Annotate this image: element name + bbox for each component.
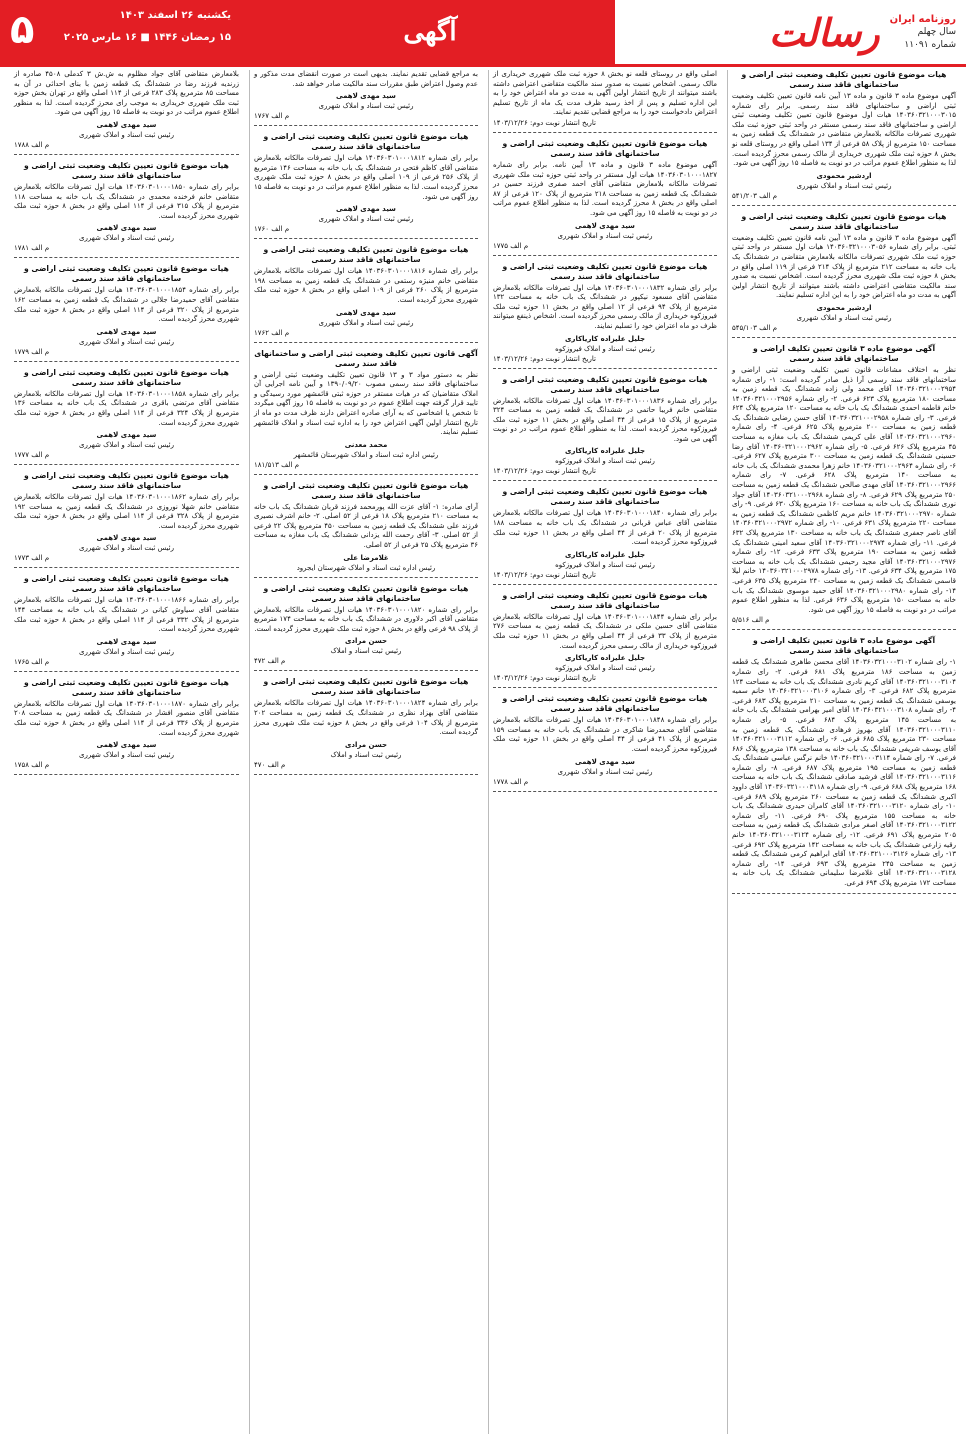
notice-reference: م الف ۱۷۸۸: [14, 140, 50, 149]
legal-notice: [14, 574, 239, 671]
notice-signatory: سید مهدی لاهمی: [336, 205, 396, 214]
notice-body: اصلی واقع در روستای قلعه نو بخش ۸ حوزه ثبت ملک شهرری خریداری از مالک رسمی. اشخاص نسبت به صدور سند مالکیت متقاضی اعتراضی داشته باشند میتوانند از تاریخ انتشار اولین آگهی به مدت دو ماه اعتراض خود را به این اداره تسلیم و پس از اخذ رسید ظرف مدت یک ماه از تاریخ تسلیم اعتراض دادخواست خود را به مراجع قضایی تقدیم نمایند.: [493, 70, 717, 117]
notice-reference: م الف ۱۷۶۰: [254, 225, 290, 234]
notice-body: برابر رای شماره ۱۴۰۳۶۰۳۰۱۰۰۰۱۸۵۴ هیات اول تصرفات مالکانه بلامعارض متقاضی آقای حمیدرضا جلالی در ششدانگ یک قطعه زمین به مساحت ۱۶۲ مترمربع از پلاک ۳۲۰ فرعی از ۱۱۴ اصلی واقع در بخش ۸ حوزه ثبت ملک شهرری محرز گردیده است.: [14, 286, 240, 324]
notice-reference: م الف ۴۷۲: [254, 657, 286, 666]
notice-signatory: جلیل علیزاده کاریاکاری: [565, 334, 645, 343]
legal-notice: [14, 678, 239, 775]
notice-reference: م الف ۱۷۶۲: [254, 328, 290, 337]
notice-signatory: اردشیر محمودی: [816, 303, 872, 312]
notice-reference: تاریخ انتشار نوبت دوم: ۱۴۰۳/۱۲/۲۶: [493, 354, 596, 363]
legal-notice: [493, 70, 717, 133]
notice-signatory: سید مهدی لاهمی: [96, 534, 157, 543]
notice-title: هیات موضوع قانون تعیین تکلیف وضعیت ثبتی اراضی و ساختمانهای فاقد سند رسمی: [502, 590, 708, 610]
notice-body: بلامعارض متقاضی آقای جواد مظلوم به ش.ش ۳ کدملی ۴۵۰۸ صادره از زرندیه فرزند رضا در ششدانگ یک قطعه زمین با بنای احداثی در آن به مساحت ۸۵ مترمربع پلاک ۲۸۳ فرعی از ۱۱۴ اصلی واقع در تهران بخش حوزه ثبت ملک شهرری خریداری به موجب رای محرز گردیده است. لذا به منظور اطلاع عموم مراتب در دو نوبت به فاصله ۱۵ روز آگهی می شود.: [14, 70, 239, 117]
notice-signatory: سید مهدی لاهمی: [336, 308, 396, 317]
legal-notice: [254, 677, 478, 774]
notice-office: رئیس ثبت اسناد و املاک فیروزکوه: [555, 664, 655, 673]
notice-signatory: حسن مرادی: [345, 637, 387, 646]
notice-signatory: جلیل علیزاده کاریاکاری: [565, 550, 645, 559]
legal-notice: [254, 70, 478, 126]
notice-office: رئیس ثبت اسناد و املاک شهرری: [796, 181, 892, 190]
notice-office: رئیس ثبت اسناد و املاک فیروزکوه: [555, 560, 655, 569]
notice-signatory: سید مهدی لاهمی: [96, 637, 157, 646]
notice-body: به مراجع قضایی تقدیم نمایند. بدیهی است در صورت انقضای مدت مذکور و عدم وصول اعتراض طبق مقررات سند مالکیت صادر خواهد شد.: [254, 70, 478, 88]
legal-notice: [732, 344, 956, 630]
column-2: [488, 70, 721, 1434]
meta-issue: شماره ۱۱۰۹۱: [904, 39, 956, 50]
masthead-date-block: [0, 0, 245, 64]
notice-signatory: حسن مرادی: [345, 740, 387, 749]
legal-notice: [493, 694, 717, 791]
legal-notice: [14, 264, 239, 361]
notice-reference: تاریخ انتشار نوبت دوم: ۱۴۰۳/۱۲/۲۶: [493, 674, 596, 683]
notice-office: رئیس ثبت اسناد و املاک شهرری: [79, 130, 174, 139]
ads-columns: [6, 70, 960, 1434]
legal-notice: [732, 212, 956, 338]
legal-notice: [493, 487, 717, 584]
legal-notice: [493, 139, 717, 256]
column-1: [727, 70, 960, 1434]
notice-signatory: سید مهدی لاهمی: [575, 757, 635, 766]
notice-title: هیات موضوع قانون تعیین تکلیف وضعیت ثبتی اراضی و ساختمانهای فاقد سند رسمی: [741, 211, 947, 231]
notice-title: هیات موضوع قانون تعیین تکلیف وضعیت ثبتی اراضی و ساختمانهای فاقد سند رسمی: [502, 261, 708, 281]
section-banner: [245, 0, 615, 64]
notice-reference: م الف ۱۷۷۹: [14, 347, 50, 356]
notice-title: هیات موضوع قانون تعیین تکلیف وضعیت ثبتی اراضی و ساختمانهای فاقد سند رسمی: [24, 160, 229, 180]
masthead-brand: [615, 0, 966, 64]
notice-reference: تاریخ انتشار نوبت دوم: ۱۴۰۳/۱۲/۲۶: [493, 570, 596, 579]
notice-signatory: جلیل علیزاده کاریاکاری: [565, 447, 645, 456]
notice-office: رئیس ثبت اسناد و املاک فیروزکوه: [555, 457, 655, 466]
notice-title: هیات موضوع قانون تعیین تکلیف وضعیت ثبتی اراضی و ساختمانهای فاقد سند رسمی: [741, 70, 947, 89]
masthead: [0, 0, 966, 64]
notice-office: رئیس ثبت اسناد و املاک: [330, 647, 402, 656]
notice-body: برابر رای شماره ۱۴۰۳۶۰۳۰۱۰۰۰۱۸۷۰ هیات اول تصرفات مالکانه بلامعارض متقاضی آقای منصور افشار در ششدانگ یک قطعه زمین به مساحت ۲۰۸ مترمربع از پلاک ۳۳۶ فرعی از ۱۱۴ اصلی واقع در بخش ۸ حوزه ثبت ملک شهرری محرز گردیده است.: [14, 699, 240, 737]
notice-signatory: جلیل علیزاده کاریاکاری: [565, 654, 645, 663]
notice-title: هیات موضوع قانون تعیین تکلیف وضعیت ثبتی اراضی و ساختمانهای فاقد سند رسمی: [263, 583, 469, 603]
notice-title: هیات موضوع قانون تعیین تکلیف وضعیت ثبتی اراضی و ساختمانهای فاقد سند رسمی: [502, 374, 708, 394]
notice-office: رئیس اداره ثبت اسناد و املاک شهرستان قائمشهر: [293, 450, 439, 459]
notice-body: برابر رای شماره ۱۴۰۳۶۰۳۰۱۰۰۰۱۸۱۲ هیات اول تصرفات مالکانه بلامعارض متقاضی آقای کاظم فتحی در ششدانگ یک باب خانه به مساحت ۱۴۶ مترمربع از پلاک ۲۵۶ فرعی از ۱۰۹ اصلی واقع در بخش ۸ حوزه ثبت ملک شهرری محرز گردیده است. لذا به منظور اطلاع عموم مراتب در دو نوبت به فاصله ۱۵ روز آگهی می شود.: [254, 154, 478, 201]
column-3: [249, 70, 482, 1434]
legal-notice: [254, 584, 478, 672]
legal-notice: [14, 70, 239, 155]
notice-title: هیات موضوع قانون تعیین تکلیف وضعیت ثبتی اراضی و ساختمانهای فاقد سند رسمی: [502, 694, 708, 714]
notice-reference: م الف ۱۷۵۸: [14, 761, 50, 770]
legal-notice: [254, 349, 478, 475]
notice-office: رئیس اداره ثبت اسناد و املاک شهرستان ایجرود: [296, 563, 436, 572]
legal-notice: [493, 591, 717, 688]
page-number: ۵: [10, 7, 35, 53]
notice-signatory: غلامرضا علی: [343, 553, 389, 562]
notice-signatory: سید مهدی لاهمی: [96, 120, 157, 129]
legal-notice: [732, 636, 956, 893]
notice-signatory: سید مهدی لاهمی: [336, 92, 396, 101]
notice-body: آگهی موضوع ماده ۳ قانون و ماده ۱۳ آیین نامه قانون تعیین تکلیف وضعیت ثبتی اراضی و ساختمانهای فاقد سند رسمی. برابر رای شماره ۱۴۰۳۶۰۳۲۱۰۰۰۳۰۱۵ هیات اول موضوع قانون تعیین تکلیف وضعیت ثبتی اراضی و ساختمانهای فاقد سند رسمی مستقر در واحد ثبتی حوزه ثبت ملک شهرری تصرفات مالکانه بلامعارض متقاضی در ششدانگ یک قطعه زمین به مساحت ۱۵۰ مترمربع از پلاک ۵۸ فرعی از ۱۳۴ اصلی واقع در روستای قلعه نو بخش ۸ حوزه ثبت ملک شهرری خریداری از مالک رسمی محرز گردیده است. لذا به منظور اطلاع عموم مراتب در دو نوبت به فاصله ۱۵ روز آگهی می شود.: [732, 92, 956, 168]
notice-signatory: اردشیر محمودی: [816, 171, 872, 180]
notice-title: هیات موضوع قانون تعیین تکلیف وضعیت ثبتی اراضی و ساختمانهای فاقد سند رسمی: [24, 574, 229, 594]
legal-notice: [14, 161, 239, 258]
notice-office: رئیس ثبت اسناد و املاک: [330, 750, 402, 759]
date-lunar-gregorian: ۱۵ رمضان ۱۴۴۶ ■ ۱۶ مارس ۲۰۲۵: [63, 32, 231, 43]
notice-reference: م الف ۵۴۵/۱۰۳: [732, 323, 778, 332]
notice-signatory: سید مهدی لاهمی: [96, 224, 157, 233]
notice-signatory: سید مهدی لاهمی: [96, 431, 157, 440]
notice-reference: م الف ۱۷۷۵: [493, 241, 529, 250]
notice-body: برابر رای شماره ۱۴۰۳۶۰۳۰۱۰۰۰۱۸۶۲ هیات اول تصرفات مالکانه بلامعارض متقاضی خانم شهلا نوروزی در ششدانگ یک قطعه زمین به مساحت ۱۹۲ مترمربع از پلاک ۳۲۸ فرعی از ۱۱۴ اصلی واقع در بخش ۸ حوزه ثبت ملک شهرری محرز گردیده است.: [14, 493, 240, 530]
date-persian: یکشنبه ۲۶ اسفند ۱۴۰۳: [119, 10, 231, 21]
notice-reference: م الف ۴۷۰: [254, 760, 286, 769]
notice-title: آگهی موضوع ماده ۳ قانون تعیین تکلیف اراضی و ساختمانهای فاقد سند رسمی: [752, 343, 936, 363]
notice-title: هیات موضوع قانون تعیین تکلیف وضعیت ثبتی اراضی و ساختمانهای فاقد سند رسمی: [24, 367, 229, 387]
meta-year: سال چهلم: [917, 26, 956, 37]
notice-office: رئیس ثبت اسناد و املاک شهرری: [79, 544, 174, 553]
notice-title: آگهی موضوع ماده ۳ قانون تعیین تکلیف اراضی و ساختمانهای فاقد سند رسمی: [752, 636, 936, 656]
notice-office: رئیس ثبت اسناد و املاک شهرری: [318, 215, 414, 224]
notice-body: برابر رای شماره ۱۴۰۳۶۰۳۰۱۰۰۰۱۸۴۴ هیات اول تصرفات مالکانه بلامعارض متقاضی آقای حسین ملکی در ششدانگ یک قطعه زمین به مساحت ۲۷۶ مترمربع از پلاک ۳۳ فرعی از ۴۴ اصلی واقع در بخش ۱۱ حوزه ثبت ملک فیروزکوه خریداری از مالک رسمی محرز گردیده است.: [493, 612, 717, 650]
notice-body: برابر رای شماره ۱۴۰۳۶۰۳۰۱۰۰۰۱۸۵۰ هیات اول تصرفات مالکانه بلامعارض متقاضی خانم فرخنده محمدی در ششدانگ یک باب خانه به مساحت ۱۱۸ مترمربع از پلاک ۳۱۵ فرعی از ۱۱۴ اصلی واقع در بخش ۸ حوزه ثبت ملک شهرری محرز گردیده است.: [14, 182, 240, 220]
notice-body: آگهی موضوع ماده ۳ قانون و ماده ۱۳ آیین نامه قانون تعیین تکلیف وضعیت ثبتی. برابر رای شماره ۱۴۰۳۶۰۳۲۱۰۰۰۳۰۵۶ هیات اول مستقر در واحد ثبتی حوزه ثبت ملک شهرری تصرفات مالکانه بلامعارض متقاضی در ششدانگ یک باب خانه به مساحت ۲۱۲ مترمربع از پلاک ۲۱۴ فرعی از ۱۱۹ اصلی واقع در بخش ۸ حوزه ثبت ملک شهرری محرز گردیده است. اشخاص نسبت به صدور سند مالکیت متقاضی اعتراضی داشته باشند میتوانند از تاریخ انتشار اولین آگهی به مدت دو ماه اعتراض خود را به این اداره تسلیم نمایند.: [732, 233, 956, 300]
notice-reference: م الف ۱۷۷۳: [14, 554, 50, 563]
notice-reference: م الف ۵۴۱/۲۰۳: [732, 191, 778, 200]
notice-reference: م الف ۱۷۸۱: [14, 244, 50, 253]
notice-office: رئیس ثبت اسناد و املاک شهرری: [557, 231, 653, 240]
notice-title: هیات موضوع قانون تعیین تکلیف وضعیت ثبتی اراضی و ساختمانهای فاقد سند رسمی: [24, 677, 229, 697]
notice-reference: تاریخ انتشار نوبت دوم: ۱۴۰۳/۱۲/۲۶: [493, 467, 596, 476]
legal-notice: [493, 262, 717, 369]
newspaper-logo: رسالت: [768, 9, 880, 55]
notice-title: هیات موضوع قانون تعیین تکلیف وضعیت ثبتی اراضی و ساختمانهای فاقد سند رسمی: [263, 677, 469, 697]
notice-office: رئیس ثبت اسناد و املاک شهرری: [79, 234, 174, 243]
notice-title: هیات موضوع قانون تعیین تکلیف وضعیت ثبتی اراضی و ساختمانهای فاقد سند رسمی: [24, 264, 229, 284]
notice-reference: م الف ۱۷۷۸: [493, 777, 529, 786]
notice-reference: م الف ۱۷۶۷: [254, 112, 290, 121]
notice-office: رئیس ثبت اسناد و املاک شهرری: [79, 441, 174, 450]
notice-body: برابر رای شماره ۱۴۰۳۶۰۳۰۱۰۰۰۱۸۶۶ هیات اول تصرفات مالکانه بلامعارض متقاضی آقای سیاوش کیانی در ششدانگ یک باب خانه به مساحت ۱۴۴ مترمربع از پلاک ۳۳۲ فرعی از ۱۱۴ اصلی واقع در بخش ۸ حوزه ثبت ملک شهرری محرز گردیده است.: [14, 596, 240, 634]
notice-body: برابر رای شماره ۱۴۰۳۶۰۳۰۱۰۰۰۱۸۳۲ هیات اول تصرفات مالکانه بلامعارض متقاضی آقای مسعود نیکپور در ششدانگ یک باب خانه به مساحت ۱۳۲ مترمربع از پلاک ۹۴ فرعی از ۱۲ اصلی واقع در بخش ۱۱ حوزه ثبت ملک فیروزکوه خریداری از مالک رسمی محرز گردیده است. اشخاص ذینفع میتوانند ظرف دو ماه اعتراض خود را تسلیم نمایند.: [493, 283, 717, 330]
notice-reference: تاریخ انتشار نوبت دوم: ۱۴۰۳/۱۲/۲۶: [493, 118, 596, 127]
notice-body: ۱- رای شماره ۱۴۰۳۶۰۳۲۱۰۰۰۳۱۰۲ آقای محسن طاهری ششدانگ یک قطعه زمین به مساحت ۱۸۶ مترمربع پلاک ۶۸۱ فرعی. ۲- رای شماره ۱۴۰۳۶۰۳۲۱۰۰۰۳۱۰۴ آقای کریم نادری ششدانگ یک باب خانه به مساحت ۱۲۴ مترمربع پلاک ۶۸۲ فرعی. ۳- رای شماره ۱۴۰۳۶۰۳۲۱۰۰۰۳۱۰۶ خانم سمیه یوسفی ششدانگ یک قطعه زمین به مساحت ۲۱۰ مترمربع پلاک ۶۸۳ فرعی. ۴- رای شماره ۱۴۰۳۶۰۳۲۱۰۰۰۳۱۰۸ آقای امیر بهرامی ششدانگ یک باب خانه به مساحت ۱۴۵ مترمربع پلاک ۶۸۴ فرعی. ۵- رای شماره ۱۴۰۳۶۰۳۲۱۰۰۰۳۱۱۰ آقای بهروز فرهادی ششدانگ یک قطعه زمین به مساحت ۲۳۰ مترمربع پلاک ۶۸۵ فرعی. ۶- رای شماره ۱۴۰۳۶۰۳۲۱۰۰۰۳۱۱۲ آقای یوسف شریفی ششدانگ یک باب خانه به مساحت ۱۳۸ مترمربع پلاک ۶۸۶ فرعی. ۷- رای شماره ۱۴۰۳۶۰۳۲۱۰۰۰۳۱۱۴ خانم نرگس عباسی ششدانگ یک قطعه زمین به مساحت ۱۹۵ مترمربع پلاک ۶۸۷ فرعی. ۸- رای شماره ۱۴۰۳۶۰۳۲۱۰۰۰۳۱۱۶ آقای فرشید صادقی ششدانگ یک باب خانه به مساحت ۱۶۸ مترمربع پلاک ۶۸۸ فرعی. ۹- رای شماره ۱۴۰۳۶۰۳۲۱۰۰۰۳۱۱۸ آقای داوود اکبری ششدانگ یک قطعه زمین به مساحت ۲۶۰ مترمربع پلاک ۶۸۹ فرعی. ۱۰- رای شماره ۱۴۰۳۶۰۳۲۱۰۰۰۳۱۲۰ آقای کامران حیدری ششدانگ یک باب خانه به مساحت ۱۵۵ مترمربع پلاک ۶۹۰ فرعی. ۱۱- رای شماره ۱۴۰۳۶۰۳۲۱۰۰۰۳۱۲۲ آقای اصغر مرادی ششدانگ یک قطعه زمین به مساحت ۲۰۵ مترمربع پلاک ۶۹۱ فرعی. ۱۲- رای شماره ۱۴۰۳۶۰۳۲۱۰۰۰۳۱۲۴ خانم رقیه زارعی ششدانگ یک باب خانه به مساحت ۱۴۲ مترمربع پلاک ۶۹۲ فرعی. ۱۳- رای شماره ۱۴۰۳۶۰۳۲۱۰۰۰۳۱۲۶ آقای ابراهیم کرمی ششدانگ یک قطعه زمین به مساحت ۲۴۵ مترمربع پلاک ۶۹۳ فرعی. ۱۴- رای شماره ۱۴۰۳۶۰۳۲۱۰۰۰۳۱۲۸ آقای غلامرضا سلیمانی ششدانگ یک باب خانه به مساحت ۱۷۲ مترمربع پلاک ۶۹۴ فرعی.: [732, 658, 957, 887]
notice-signatory: سید مهدی لاهمی: [575, 221, 635, 230]
notice-body: برابر رای شماره ۱۴۰۳۶۰۳۰۱۰۰۰۱۸۱۶ هیات اول تصرفات مالکانه بلامعارض متقاضی خانم منیژه رستمی در ششدانگ یک قطعه زمین به مساحت ۱۹۸ مترمربع از پلاک ۲۶۰ فرعی از ۱۰۹ اصلی واقع در بخش ۸ حوزه ثبت ملک شهرری محرز گردیده است.: [254, 267, 478, 304]
legal-notice: [254, 481, 478, 578]
issue-meta: [890, 13, 956, 52]
notice-office: رئیس ثبت اسناد و املاک شهرری: [796, 313, 892, 322]
notice-office: رئیس ثبت اسناد و املاک شهرری: [79, 337, 174, 346]
masthead-rule: [0, 64, 966, 67]
column-4: [10, 70, 243, 1434]
section-title: آگهی: [403, 17, 457, 47]
notice-title: هیات موضوع قانون تعیین تکلیف وضعیت ثبتی اراضی و ساختمانهای فاقد سند رسمی: [263, 132, 469, 152]
notice-body: آرای صادره: ۱- آقای عزت الله پورمحمد فرزند قربان ششدانگ یک باب خانه به مساحت ۲۱۰ مترمربع پلاک ۱۸ فرعی از ۵۲ اصلی. ۲- خانم اشرف نصیری فرزند علی ششدانگ یک قطعه زمین به مساحت ۴۵۰ مترمربع پلاک ۲۲ فرعی از ۵۲ اصلی. ۳- آقای رحمت الله یزدانی ششدانگ یک باب مغازه به مساحت ۳۶ مترمربع پلاک ۲۵ فرعی از ۵۲ اصلی.: [254, 502, 479, 550]
notice-office: رئیس ثبت اسناد و املاک شهرری: [318, 102, 414, 111]
notice-signatory: محمد معدنی: [344, 440, 388, 449]
notice-body: برابر رای شماره ۱۴۰۳۶۰۳۰۱۰۰۰۱۸۳۶ هیات اول تصرفات مالکانه بلامعارض متقاضی خانم فریبا حاتمی در ششدانگ یک قطعه زمین به مساحت ۳۲۴ مترمربع از پلاک ۱۵ فرعی از ۴۴ اصلی واقع در بخش ۱۱ حوزه ثبت ملک فیروزکوه محرز گردیده است. لذا به منظور اطلاع عموم مراتب در دو نوبت آگهی می شود.: [493, 396, 717, 443]
notice-reference: م الف ۱۷۷۷: [14, 451, 50, 460]
notice-body: برابر رای شماره ۱۴۰۳۶۰۳۰۱۰۰۰۱۸۲۴ هیات اول تصرفات مالکانه بلامعارض متقاضی آقای بهزاد نظری در ششدانگ یک قطعه زمین به مساحت ۲۰۲ مترمربع از پلاک ۱۰۴ فرعی واقع در بخش ۸ حوزه ثبت ملک شهرری محرز گردیده است.: [254, 699, 478, 737]
notice-body: نظر به اختلاف مشاعات قانون تعیین تکلیف وضعیت ثبتی اراضی و ساختمانهای فاقد سند رسمی آرا ذیل صادر گردیده است: ۱- رای شماره ۱۴۰۳۶۰۳۲۱۰۰۰۲۹۵۴ آقای محمد ولی زاده ششدانگ یک قطعه زمین به مساحت ۱۸۰ مترمربع پلاک ۶۲۳ فرعی. ۲- رای شماره ۱۴۰۳۶۰۳۲۱۰۰۰۲۹۵۶ خانم فاطمه احمدی ششدانگ یک باب خانه به مساحت ۱۲۰ مترمربع پلاک ۶۲۴ فرعی. ۳- رای شماره ۱۴۰۳۶۰۳۲۱۰۰۰۲۹۵۸ آقای حسن رضایی ششدانگ یک قطعه زمین به مساحت ۲۰۰ مترمربع پلاک ۶۲۵ فرعی. ۴- رای شماره ۱۴۰۳۶۰۳۲۱۰۰۰۲۹۶۰ آقای علی کریمی ششدانگ یک باب مغازه به مساحت ۴۵ مترمربع پلاک ۶۲۶ فرعی. ۵- رای شماره ۱۴۰۳۶۰۳۲۱۰۰۰۲۹۶۲ آقای رضا حسینی ششدانگ یک قطعه زمین به مساحت ۳۰۰ مترمربع پلاک ۶۲۷ فرعی. ۶- رای شماره ۱۴۰۳۶۰۳۲۱۰۰۰۲۹۶۴ خانم زهرا محمدی ششدانگ یک باب خانه به مساحت ۱۴۰ مترمربع پلاک ۶۲۸ فرعی. ۷- رای شماره ۱۴۰۳۶۰۳۲۱۰۰۰۲۹۶۶ آقای مهدی صالحی ششدانگ یک قطعه زمین به مساحت ۲۵۰ مترمربع پلاک ۶۲۹ فرعی. ۸- رای شماره ۱۴۰۳۶۰۳۲۱۰۰۰۲۹۶۸ آقای جواد نوری ششدانگ یک باب خانه به مساحت ۱۶۰ مترمربع پلاک ۶۳۰ فرعی. ۹- رای شماره ۱۴۰۳۶۰۳۲۱۰۰۰۲۹۷۰ خانم مریم کاظمی ششدانگ یک قطعه زمین به مساحت ۲۲۰ مترمربع پلاک ۶۳۱ فرعی. ۱۰- رای شماره ۱۴۰۳۶۰۳۲۱۰۰۰۲۹۷۲ آقای ناصر جعفری ششدانگ یک باب خانه به مساحت ۱۳۰ مترمربع پلاک ۶۳۲ فرعی. ۱۱- رای شماره ۱۴۰۳۶۰۳۲۱۰۰۰۲۹۷۴ آقای سعید امینی ششدانگ یک قطعه زمین به مساحت ۱۹۰ مترمربع پلاک ۶۳۳ فرعی. ۱۲- رای شماره ۱۴۰۳۶۰۳۲۱۰۰۰۲۹۷۶ آقای مجید رحیمی ششدانگ یک باب خانه به مساحت ۱۷۵ مترمربع پلاک ۶۳۴ فرعی. ۱۳- رای شماره ۱۴۰۳۶۰۳۲۱۰۰۰۲۹۷۸ خانم لیلا قاسمی ششدانگ یک قطعه زمین به مساحت ۲۴۰ مترمربع پلاک ۶۳۵ فرعی. ۱۴- رای شماره ۱۴۰۳۶۰۳۲۱۰۰۰۲۹۸۰ آقای حمید موسوی ششدانگ یک باب خانه به مساحت ۱۵۰ مترمربع پلاک ۶۳۶ فرعی. لذا به منظور اطلاع عموم مراتب در دو نوبت به فاصله ۱۵ روز آگهی می شود.: [732, 365, 957, 614]
legal-notice: [254, 132, 478, 239]
notice-title: هیات موضوع قانون تعیین تکلیف وضعیت ثبتی اراضی و ساختمانهای فاقد سند رسمی: [502, 138, 708, 158]
notice-office: رئیس ثبت اسناد و املاک شهرری: [79, 751, 174, 760]
notice-body: نظر به دستور مواد ۳ و ۱۳ قانون تعیین تکلیف وضعیت ثبتی اراضی و ساختمانهای فاقد سند رسمی مصوب ۱۳۹۰/۰۹/۲۰ و آیین نامه اجرایی آن املاک متقاضیان که در هیات مستقر در حوزه ثبتی قائمشهر مورد رسیدگی و تایید قرار گرفته جهت اطلاع عموم در دو نوبت به فاصله ۱۵ روز آگهی میگردد تا شخص یا اشخاصی که به آرای صادره اعتراض دارند ظرف مدت دو ماه از تاریخ انتشار اولین آگهی اعتراض خود را به اداره ثبت اسناد و املاک قائمشهر تسلیم نمایند.: [254, 370, 478, 437]
notice-body: برابر رای شماره ۱۴۰۳۶۰۳۰۱۰۰۰۱۸۴۰ هیات اول تصرفات مالکانه بلامعارض متقاضی آقای عباس قربانی در ششدانگ یک باب خانه به مساحت ۱۸۸ مترمربع از پلاک ۲۰ فرعی از ۴۴ اصلی واقع در بخش ۱۱ حوزه ثبت ملک فیروزکوه محرز گردیده است.: [493, 509, 717, 547]
notice-signatory: سید مهدی لاهمی: [96, 741, 157, 750]
notice-office: رئیس ثبت اسناد و املاک شهرری: [79, 647, 174, 656]
notice-body: برابر رای شماره ۱۴۰۳۶۰۳۰۱۰۰۰۱۸۴۸ هیات اول تصرفات مالکانه بلامعارض متقاضی آقای محمدرضا شاکری در ششدانگ یک باب خانه به مساحت ۱۵۹ مترمربع از پلاک ۴۱ فرعی از ۴۴ اصلی واقع در بخش ۱۱ حوزه ثبت ملک فیروزکوه محرز گردیده است.: [493, 716, 717, 753]
notice-title: هیات موضوع قانون تعیین تکلیف وضعیت ثبتی اراضی و ساختمانهای فاقد سند رسمی: [263, 480, 469, 500]
brand-line: روزنامه ایران: [889, 13, 956, 25]
legal-notice: [14, 368, 239, 465]
notice-title: هیات موضوع قانون تعیین تکلیف وضعیت ثبتی اراضی و ساختمانهای فاقد سند رسمی: [263, 245, 469, 265]
legal-notice: [254, 245, 478, 342]
notice-body: برابر رای شماره ۱۴۰۳۶۰۳۰۱۰۰۰۱۸۵۸ هیات اول تصرفات مالکانه بلامعارض متقاضی آقای مرتضی باقری در ششدانگ یک باب خانه به مساحت ۱۳۶ مترمربع از پلاک ۳۲۴ فرعی از ۱۱۴ اصلی واقع در بخش ۸ حوزه ثبت ملک شهرری محرز گردیده است.: [14, 389, 240, 427]
legal-notice: [732, 70, 956, 206]
notice-reference: م الف ۱۷۶۵: [14, 657, 50, 666]
notice-title: هیات موضوع قانون تعیین تکلیف وضعیت ثبتی اراضی و ساختمانهای فاقد سند رسمی: [24, 471, 229, 491]
notice-title: هیات موضوع قانون تعیین تکلیف وضعیت ثبتی اراضی و ساختمانهای فاقد سند رسمی: [502, 487, 708, 507]
notice-office: رئیس ثبت اسناد و املاک شهرری: [557, 767, 653, 776]
notice-body: برابر رای شماره ۱۴۰۳۶۰۳۰۱۰۰۰۱۸۲۰ هیات اول تصرفات مالکانه بلامعارض متقاضی آقای اکبر دلاوری در ششدانگ یک باب خانه به مساحت ۱۷۴ مترمربع از پلاک ۹۸ فرعی واقع در بخش ۸ حوزه ثبت ملک شهرری محرز گردیده است.: [254, 605, 478, 633]
notice-office: رئیس ثبت اسناد و املاک فیروزکوه: [555, 344, 655, 353]
notice-body: آگهی موضوع ماده ۳ قانون و ماده ۱۳ آیین نامه. برابر رای شماره ۱۴۰۳۶۰۳۰۱۰۰۰۱۸۲۷ هیات اول مستقر در واحد ثبتی حوزه ثبت ملک شهرری تصرفات مالکانه بلامعارض متقاضی آقای احمد صفری فرزند حسین در ششدانگ یک قطعه زمین به مساحت ۲۱۸ مترمربع از پلاک ۱۲۰ فرعی از ۸۷ اصلی واقع در بخش ۸ محرز گردیده است. لذا به منظور اطلاع عموم مراتب در دو نوبت به فاصله ۱۵ روز آگهی می شود.: [493, 160, 717, 217]
legal-notice: [14, 471, 239, 568]
notice-reference: م الف ۱۸۱/۵۱۳: [254, 460, 300, 469]
notice-reference: م الف ۵/۵۱۶: [732, 616, 770, 625]
notice-signatory: سید مهدی لاهمی: [96, 327, 157, 336]
notice-title: آگهی قانون تعیین تکلیف وضعیت ثبتی اراضی و ساختمانهای فاقد سند رسمی: [254, 348, 478, 368]
notice-office: رئیس ثبت اسناد و املاک شهرری: [318, 318, 414, 327]
legal-notice: [493, 375, 717, 482]
